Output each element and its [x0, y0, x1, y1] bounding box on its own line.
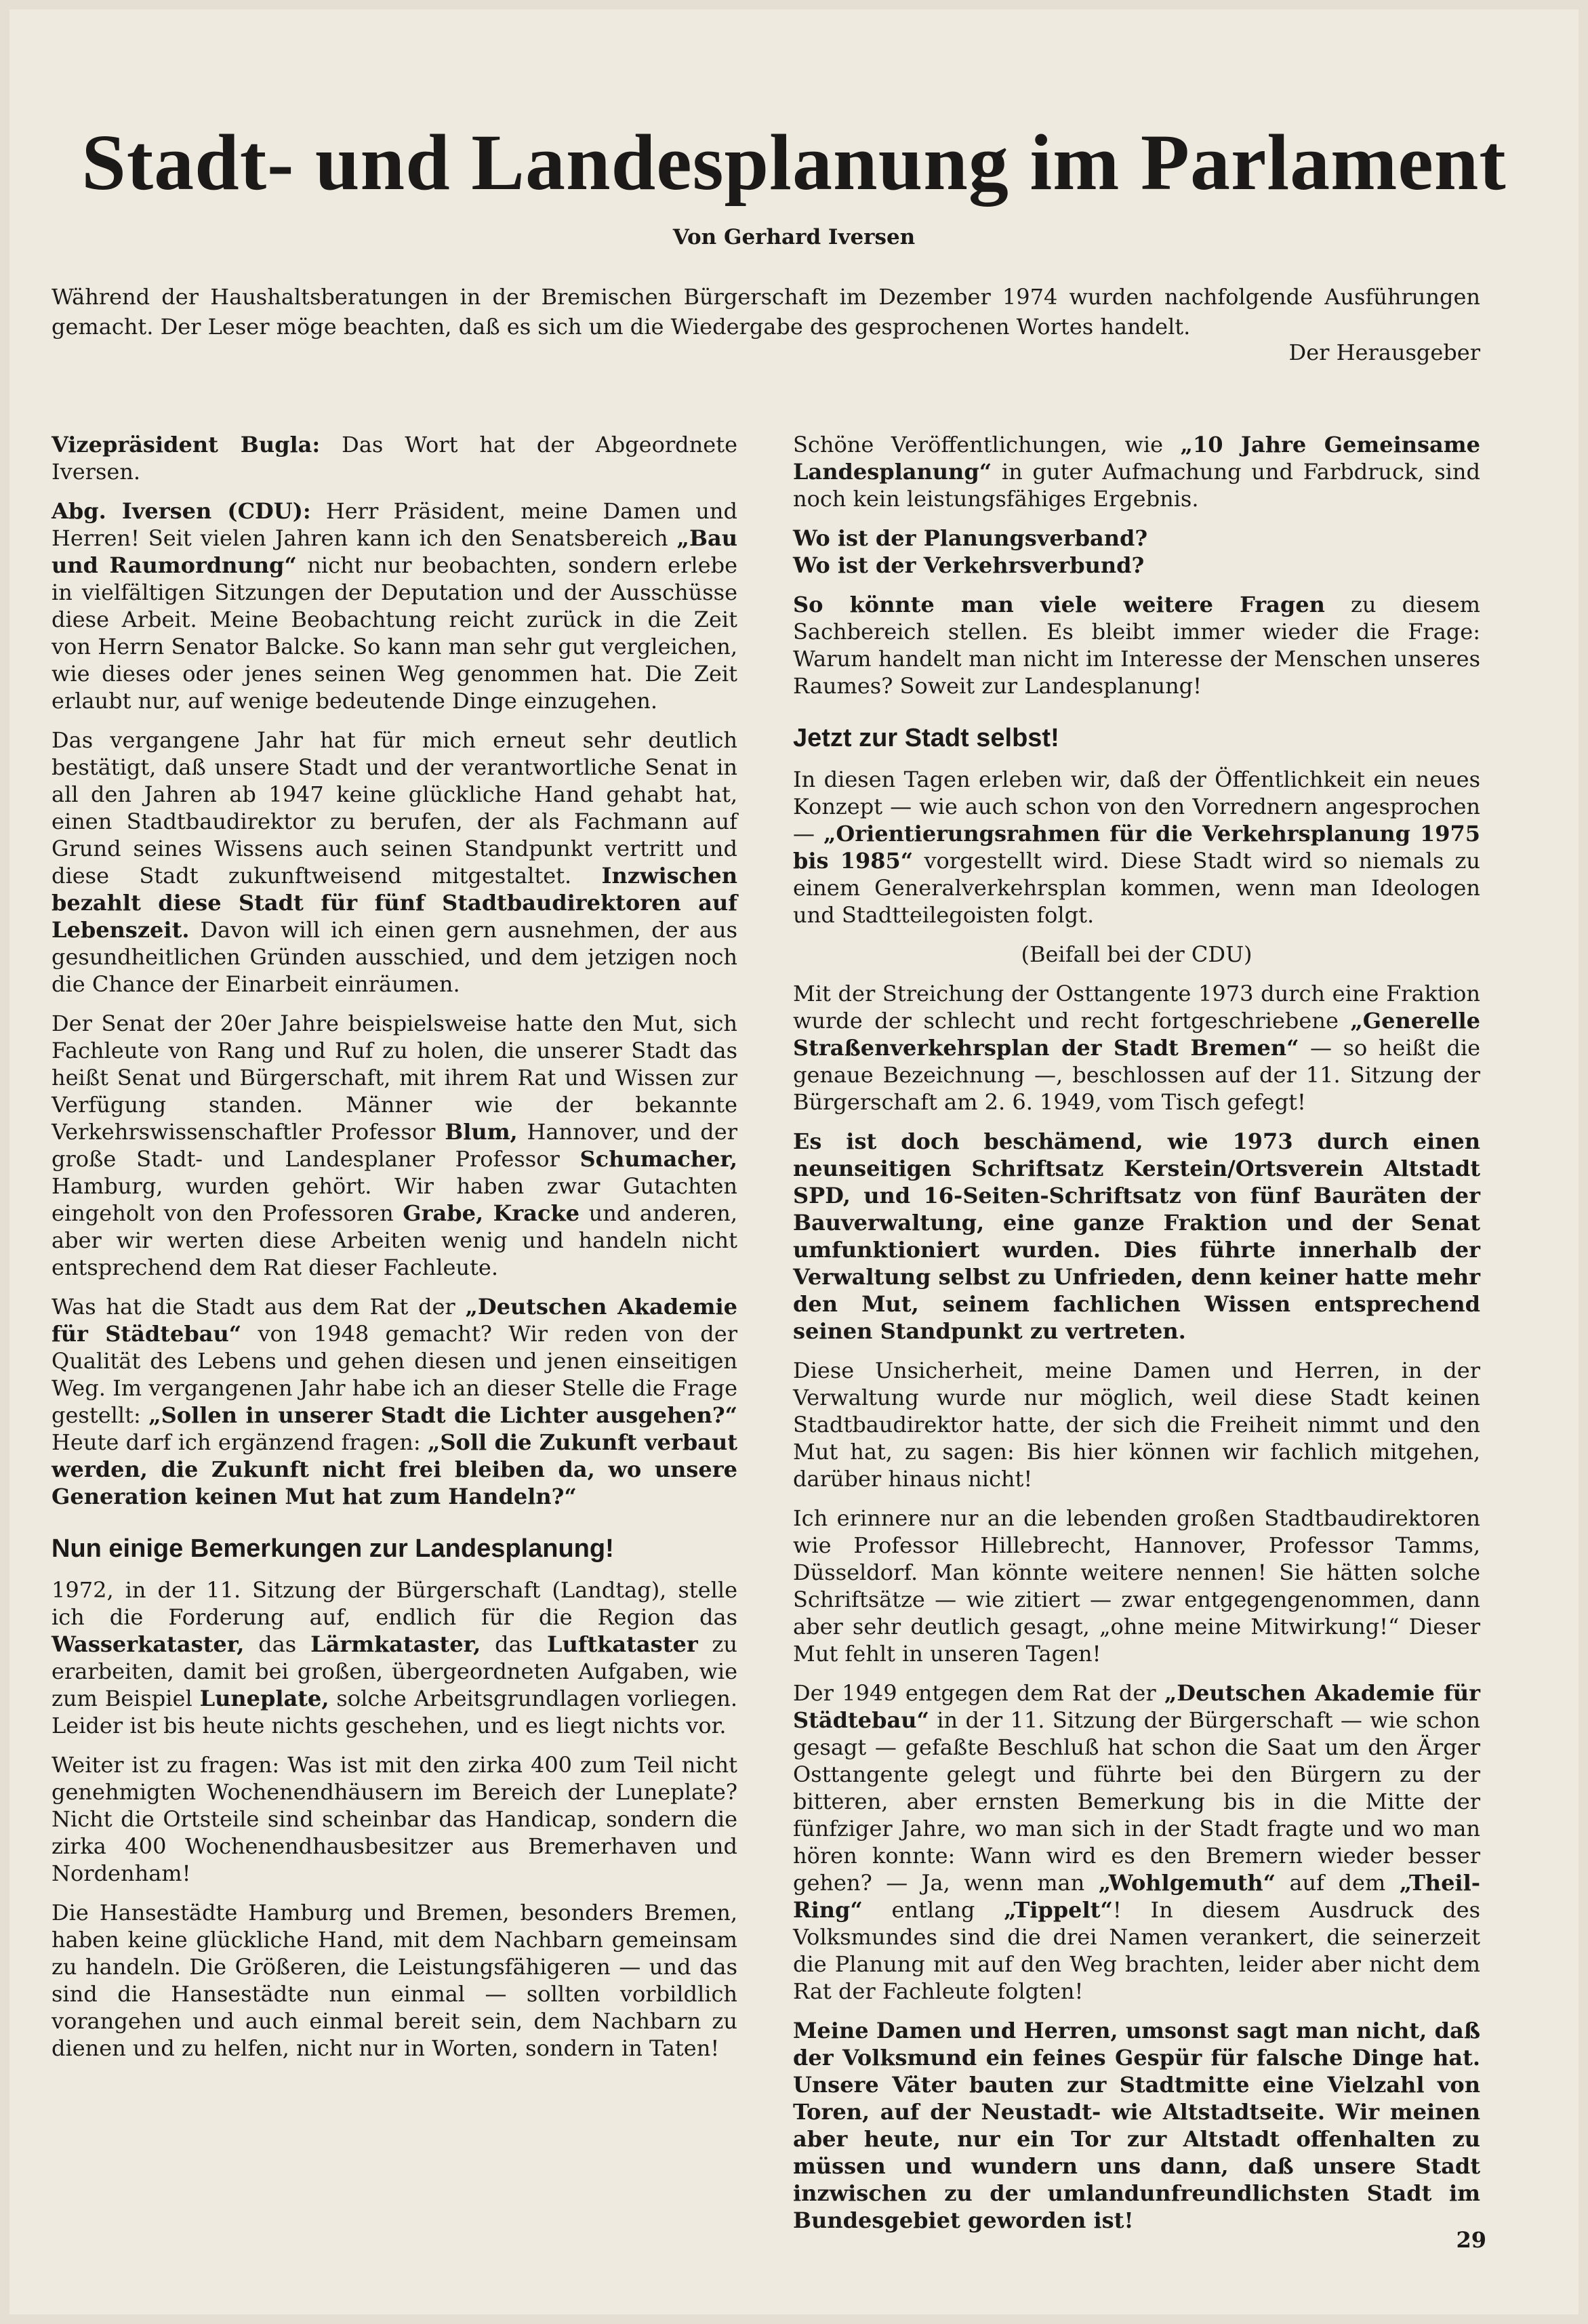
left-paragraphs-2 — [52, 1576, 737, 2062]
right-paragraphs-2 — [793, 591, 1480, 699]
paragraph: Abg. Iversen (CDU): Herr Präsident, meine Damen und Herren! Seit vielen Jahren kann ich den Senatsbereich „Bau und Raumordnung“ nicht nur beobachten, sondern erlebe in vielfältigen Sitzungen der Deputation und der Ausschüsse diese Arbeit. Meine Beobachtung reicht zurück in die Zeit von Herrn Senator Balcke. So kann man sehr gut vergleichen, wie dieses oder jenes seinen Weg genommen hat. Die Zeit erlaubt nur, auf wenige bedeutende Dinge einzugehen. — [52, 498, 738, 714]
page-number: 29 — [1456, 2227, 1486, 2253]
right-column — [793, 431, 1480, 2246]
paragraph: Das vergangene Jahr hat für mich erneut sehr deutlich bestätigt, daß unsere Stadt und der verantwortliche Senat in all den Jahren ab 1947 keine glückliche Hand gehabt hat, einen Stadtbaudirektor zu berufen, der als Fachmann auf Grund seines Wissens auch seinen Standpunkt vertritt und diese Stadt zukunftweisend mitgestaltet. Inzwischen bezahlt diese Stadt für fünf Stadtbaudirektoren auf Lebenszeit. Davon will ich einen gern ausnehmen, der aus gesundheitlichen Gründen ausschied, und dem jetzigen noch die Chance der Einarbeit einräumen. — [52, 727, 737, 997]
paragraph: Weiter ist zu fragen: Was ist mit den zirka 400 zum Teil nicht genehmigten Wochenendhäusern im Bereich der Luneplate? Nicht die Ortsteile sind scheinbar das Handicap, sondern die zirka 400 Wochenendhausbesitzer aus Bremerhaven und Nordenham! — [52, 1752, 737, 1886]
paragraph: Vizepräsident Bugla: Das Wort hat der Abgeordnete Iversen. — [52, 432, 738, 485]
paragraph: Der Senat der 20er Jahre beispielsweise hatte den Mut, sich Fachleute von Rang und Ruf zu holen, die unserer Stadt das heißt Senat und Bürgerschaft, mit ihrem Rat und Wissen zur Verfügung standen. Männer wie der bekannte Verkehrswissenschaftler Professor Blum, Hannover, und der große Stadt- und Landesplaner Professor Schumacher, Hamburg, wurden gehört. Wir haben zwar Gutachten eingeholt von den Professoren Grabe, Kracke und anderen, aber wir werten diese Arbeiten wenig und handeln nicht entsprechend dem Rat dieser Fachleute. — [52, 1011, 738, 1280]
right-paragraphs — [793, 431, 1480, 512]
question-planungsverband: Wo ist der Planungsverband? — [793, 525, 1148, 551]
publisher-note: Der Herausgeber — [1288, 340, 1480, 365]
left-column — [52, 431, 737, 2074]
paragraph: In diesen Tagen erleben wir, daß der Öffentlichkeit ein neues Konzept — wie auch schon von den Vorrednern angesprochen — „Orientierungsrahmen für die Verkehrsplanung 1975 bis 1985“ vorgestellt wird. Diese Stadt wird so niemals zu einem Generalverkehrsplan kommen, wenn man Ideologen und Stadtteilegoisten folgt. — [793, 767, 1481, 928]
section-heading-landesplanung: Nun einige Bemerkungen zur Landesplanung! — [52, 1534, 614, 1563]
paragraph: Die Hansestädte Hamburg und Bremen, besonders Bremen, haben keine glückliche Hand, mit dem Nachbarn gemeinsam zu handeln. Die Größeren, die Leistungsfähigeren — und das sind die Hansestädte nun einmal — sollten vorbildlich vorangehen und auch einmal bereit sein, dem Nachbarn zu dienen und zu helfen, nicht nur in Worten, sondern in Taten! — [52, 1900, 737, 2061]
right-paragraphs-3 — [793, 766, 1480, 929]
article-title: Stadt- und Landesplanung im Parlament — [81, 118, 1507, 207]
paragraph: So könnte man viele weitere Fragen zu diesem Sachbereich stellen. Es bleibt immer wieder die Frage: Warum handelt man nicht im Interesse der Menschen unseres Raumes? Soweit zur Landesplanung! — [793, 592, 1481, 699]
right-paragraphs-4 — [793, 980, 1480, 2234]
paragraph: Mit der Streichung der Osttangente 1973 durch eine Fraktion wurde der schlecht und recht fortgeschriebene „Generelle Straßenverkehrsplan der Stadt Bremen“ — so heißt die genaue Bezeichnung —, beschlossen auf der 11. Sitzung der Bürgerschaft am 2. 6. 1949, vom Tisch gefegt! — [793, 981, 1481, 1115]
paragraph: Was hat die Stadt aus dem Rat der „Deutschen Akademie für Städtebau“ von 1948 gemacht? Wir reden von der Qualität des Lebens und gehen diesen und jenen einseitigen Weg. Im vergangenen Jahr habe ich an dieser Stelle die Frage gestellt: „Sollen in unserer Stadt die Lichter ausgehen?“ Heute darf ich ergänzend fragen: „Soll die Zukunft verbaut werden, die Zukunft nicht frei bleiben da, wo unsere Generation keinen Mut hat zum Handeln?“ — [52, 1294, 738, 1509]
paragraph: Meine Damen und Herren, umsonst sagt man nicht, daß der Volksmund ein feines Gespür für falsche Dinge hat. Unsere Väter bauten zur Stadtmitte eine Vielzahl von Toren, auf der Neustadt- wie Altstadtseite. Wir meinen aber heute, nur ein Tor zur Altstadt offenhalten zu müssen und wundern uns dann, daß unsere Stadt inzwischen zu der umlandunfreundlichsten Stadt im Bundesgebiet geworden ist! — [793, 2018, 1480, 2233]
section-heading-stadt: Jetzt zur Stadt selbst! — [793, 724, 1059, 752]
paragraph: Diese Unsicherheit, meine Damen und Herren, in der Verwaltung wurde nur möglich, weil diese Stadt keinen Stadtbaudirektor hatte, der sich die Freiheit nimmt und den Mut hat, zu sagen: Bis hier können wir fachlich mitgehen, darüber hinaus nicht! — [793, 1358, 1480, 1492]
paragraph: Schöne Veröffentlichungen, wie „10 Jahre Gemeinsame Landesplanung“ in guter Aufmachung und Farbdruck, sind noch kein leistungsfähiges Ergebnis. — [793, 432, 1481, 512]
question-verkehrsverbund: Wo ist der Verkehrsverbund? — [793, 552, 1145, 578]
applause-note: (Beifall bei der CDU) — [1021, 941, 1253, 967]
paragraph: Es ist doch beschämend, wie 1973 durch einen neunseitigen Schriftsatz Kerstein/Ortsverein Altstadt SPD, und 16-Seiten-Schriftsatz von fünf Bauräten der Bauverwaltung, eine ganze Fraktion und der Senat umfunktioniert wurden. Dies führte innerhalb der Verwaltung selbst zu Unfrieden, denn keiner hatte mehr den Mut, seinem fachlichen Wissen entsprechend seinen Standpunkt zu vertreten. — [793, 1128, 1480, 1344]
paragraph: 1972, in der 11. Sitzung der Bürgerschaft (Landtag), stelle ich die Forderung auf, endlich für die Region das Wasserkataster, das Lärmkataster, das Luftkataster zu erarbeiten, damit bei großen, übergeordneten Aufgaben, wie zum Beispiel Luneplate, solche Arbeitsgrundlagen vorliegen. Leider ist bis heute nichts geschehen, und es liegt nichts vor. — [52, 1577, 738, 1738]
byline: Von Gerhard Iversen — [672, 225, 916, 249]
intro-text: Während der Haushaltsberatungen in der Bremischen Bürgerschaft im Dezember 1974 wurden nachfolgende Ausführungen gemacht. Der Leser möge beachten, daß es sich um die Wiedergabe des gesprochenen Wortes handelt. — [52, 284, 1480, 340]
paragraph: Ich erinnere nur an die lebenden großen Stadtbaudirektoren wie Professor Hillebrecht, Hannover, Professor Tamms, Düsseldorf. Man könnte weitere nennen! Sie hätten solche Schriftsätze — wie zitiert — zwar entgegengenommen, dann aber sehr deutlich gesagt, „ohne meine Mitwirkung!“ Dieser Mut fehlt in unseren Tagen! — [793, 1505, 1480, 1667]
left-paragraphs — [52, 431, 737, 1510]
paragraph: Der 1949 entgegen dem Rat der „Deutschen Akademie für Städtebau“ in der 11. Sitzung der Bürgerschaft — wie schon gesagt — gefaßte Beschluß hat schon die Saat um den Ärger Osttangente gelegt und führte bei den Bürgern zu der bitteren, aber ernsten Bemerkung bis in die Mitte der fünfziger Jahre, wo man sich in der Stadt fragte und wo man hören konnte: Wann wird es den Bremern wieder besser gehen? — Ja, wenn man „Wohlgemuth“ auf dem „Theil-Ring“ entlang „Tippelt“! In diesem Ausdruck des Volksmundes sind die drei Namen verankert, die seinerzeit die Planung mit auf den Weg brachten, leider aber nicht dem Rat der Fachleute folgten! — [793, 1680, 1481, 2004]
